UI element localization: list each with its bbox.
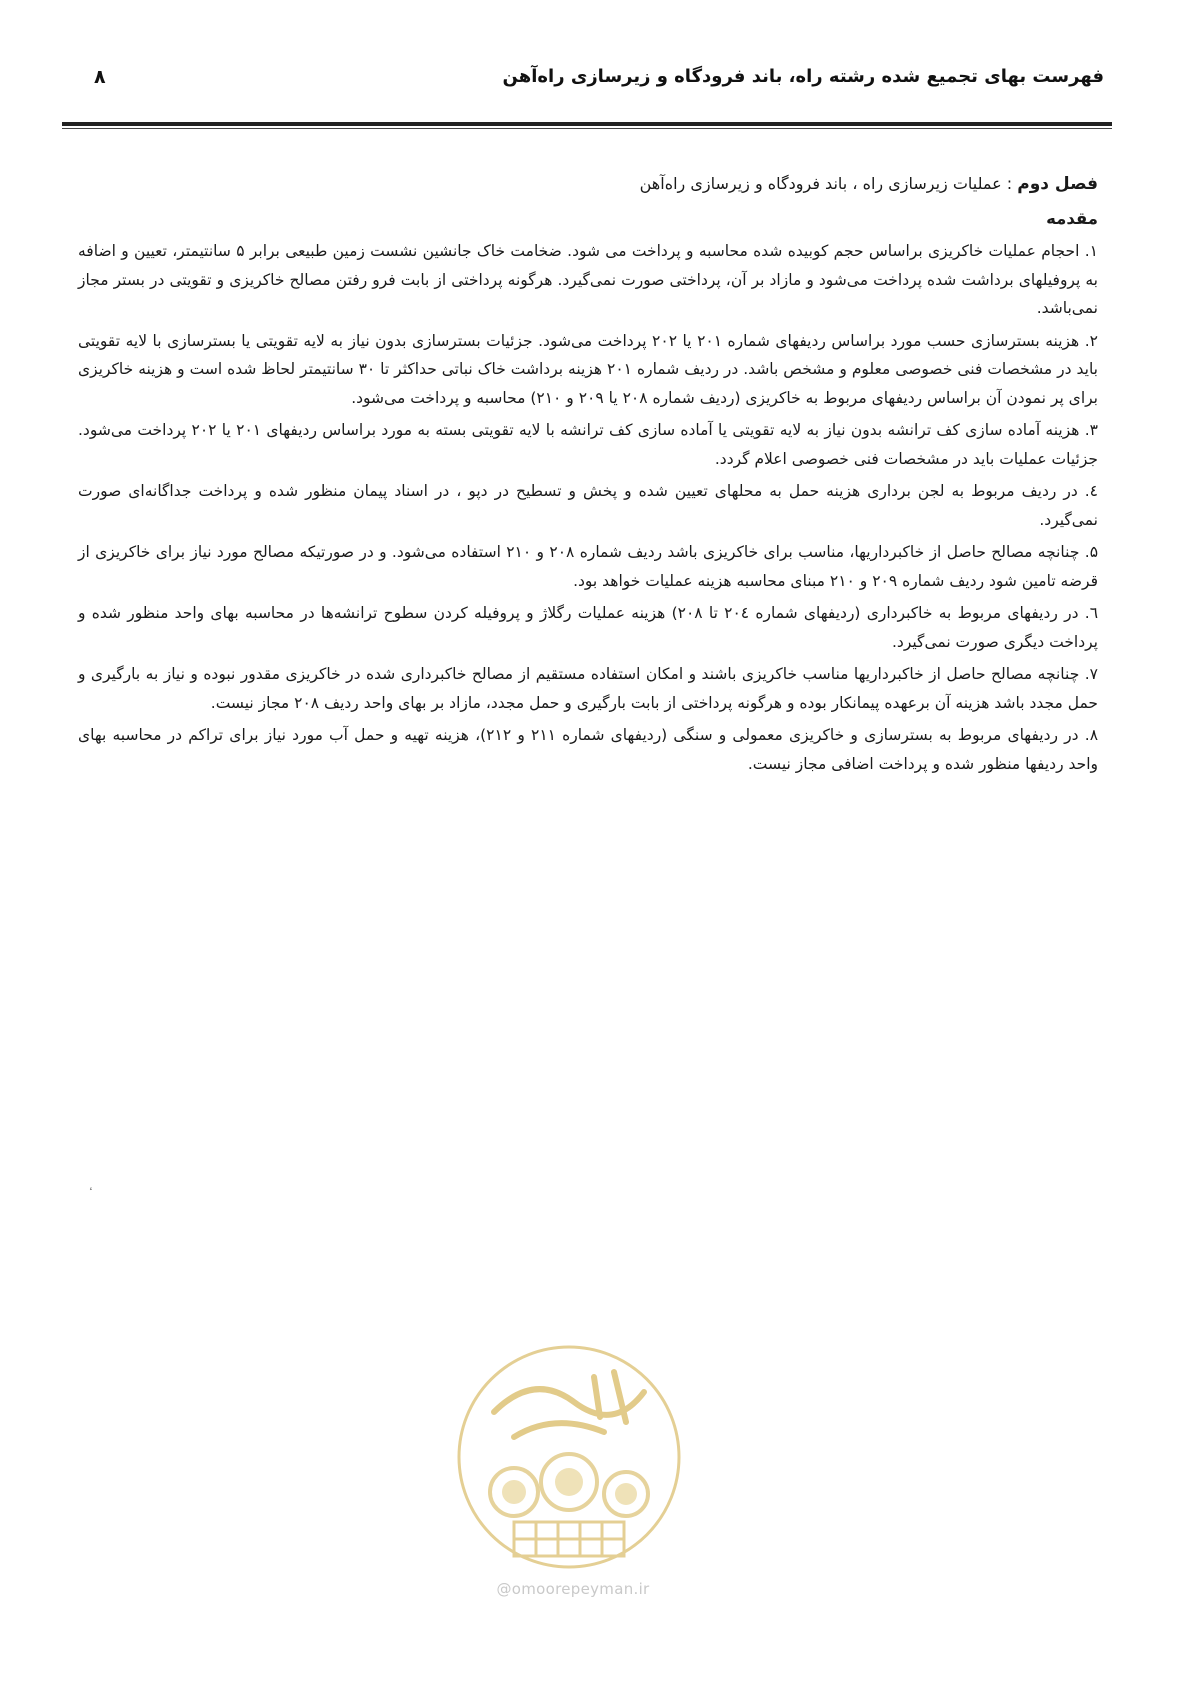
page-header: [94, 66, 1104, 106]
section-title: مقدمه: [1046, 208, 1098, 228]
watermark-logo: [454, 1342, 684, 1572]
watermark-url: @omoorepeyman.ir: [496, 1580, 650, 1598]
header-rule-thin: [62, 128, 1112, 129]
chapter-heading: [78, 170, 1098, 199]
paragraph-6: ٦. در ردیفهای مربوط به خاکبرداری (ردیفهای شماره ۲۰٤ تا ۲۰۸) هزینه عملیات رگلاژ و پروفیله کردن سطوح ترانشه‌ها در محاسبه بهای واحد منظور شده و پرداخت دیگری صورت نمی‌گیرد.: [78, 604, 1099, 651]
paragraph-5: ۵. چنانچه مصالح حاصل از خاکبرداریها، مناسب برای خاکریزی باشد ردیف شماره ۲۰۸ و ۲۱۰ استفاده می‌شود. و در صورتیکه مصالح مورد نیاز برای خاکریزی از قرضه تامین شود ردیف شماره ۲۰۹ و ۲۱۰ مبنای محاسبه هزینه عملیات خواهد بود.: [78, 543, 1099, 590]
paragraph-4: ٤. در ردیف مربوط به لجن برداری هزینه حمل به محلهای تعیین شده و پخش و تسطیح در دپو ، در اسناد پیمان منظور شده و پرداخت جداگانه‌ای صورت نمی‌گیرد.: [78, 482, 1098, 529]
paragraph-8: ۸. در ردیفهای مربوط به بسترسازی و خاکریزی معمولی و سنگی (ردیفهای شماره ۲۱۱ و ۲۱۲)، هزینه تهیه و حمل آب مورد نیاز برای تراکم در محاسبه بهای واحد ردیفها منظور شده و پرداخت اضافی مجاز نیست.: [78, 726, 1099, 773]
paragraph-7: ۷. چنانچه مصالح حاصل از خاکبرداریها مناسب خاکریزی باشند و امکان استفاده مستقیم از مصالح خاکبرداری شده در خاکریزی مقدور نبوده و نیاز به بارگیری و حمل مجدد باشد هزینه آن برعهده پیمانکار بوده و هرگونه پرداختی از بابت بارگیری و حمل مجدد، مازاد بر بهای واحد ردیف ۲۰۸ مجاز نیست.: [78, 665, 1098, 712]
document-body: [78, 170, 1098, 782]
paragraph-3: ۳. هزینه آماده سازی کف ترانشه بدون نیاز به لایه تقویتی یا آماده سازی کف ترانشه با لایه تقویتی بسته به مورد براساس ردیفهای ۲۰۱ یا ۲۰۲ پرداخت می‌شود. جزئیات عملیات باید در مشخصات فنی خصوصی اعلام گردد.: [78, 421, 1098, 468]
paragraph-2: ۲. هزینه بسترسازی حسب مورد براساس ردیفهای شماره ۲۰۱ یا ۲۰۲ پرداخت می‌شود. جزئیات بسترسازی بدون نیاز به لایه تقویتی یا بسترسازی با لایه تقویتی باید در مشخصات فنی خصوصی معلوم و مشخص باشد. در ردیف شماره ۲۰۱ هزینه برداشت خاک نباتی حداکثر تا ۳۰ سانتیمتر لحاظ شده است و هزینه خاکریزی برای پر نمودن آن براساس ردیفهای مربوط به خاکریزی (ردیف شماره ۲۰۸ یا ۲۰۹ و ۲۱۰) محاسبه و پرداخت می‌شود.: [78, 331, 1098, 407]
header-rule-thick: [62, 122, 1112, 126]
document-title: فهرست بهای تجمیع شده رشته راه، باند فرودگاه و زیرسازی راه‌آهن: [502, 66, 1104, 87]
page-number: ۸: [94, 66, 106, 88]
paragraph-1: ۱. احجام عملیات خاکریزی براساس حجم کوبیده شده محاسبه و پرداخت می شود. ضخامت خاک جانشین نشست زمین طبیعی برابر ۵ سانتیمتر، تعیین و اضافه به پروفیلهای برداشت شده پرداخت می‌شود و مازاد بر آن، پرداختی صورت نمی‌گیرد. هرگونه پرداختی از بابت فرو رفتن مصالح خاکریزی و تقویتی در بستر مجاز نمی‌باشد.: [78, 242, 1098, 317]
watermark-seal-icon: [454, 1342, 684, 1572]
chapter-label: فصل دوم: [1017, 174, 1098, 194]
chapter-title: : عملیات زیرسازی راه ، باند فرودگاه و زیرسازی راه‌آهن: [639, 174, 1013, 193]
